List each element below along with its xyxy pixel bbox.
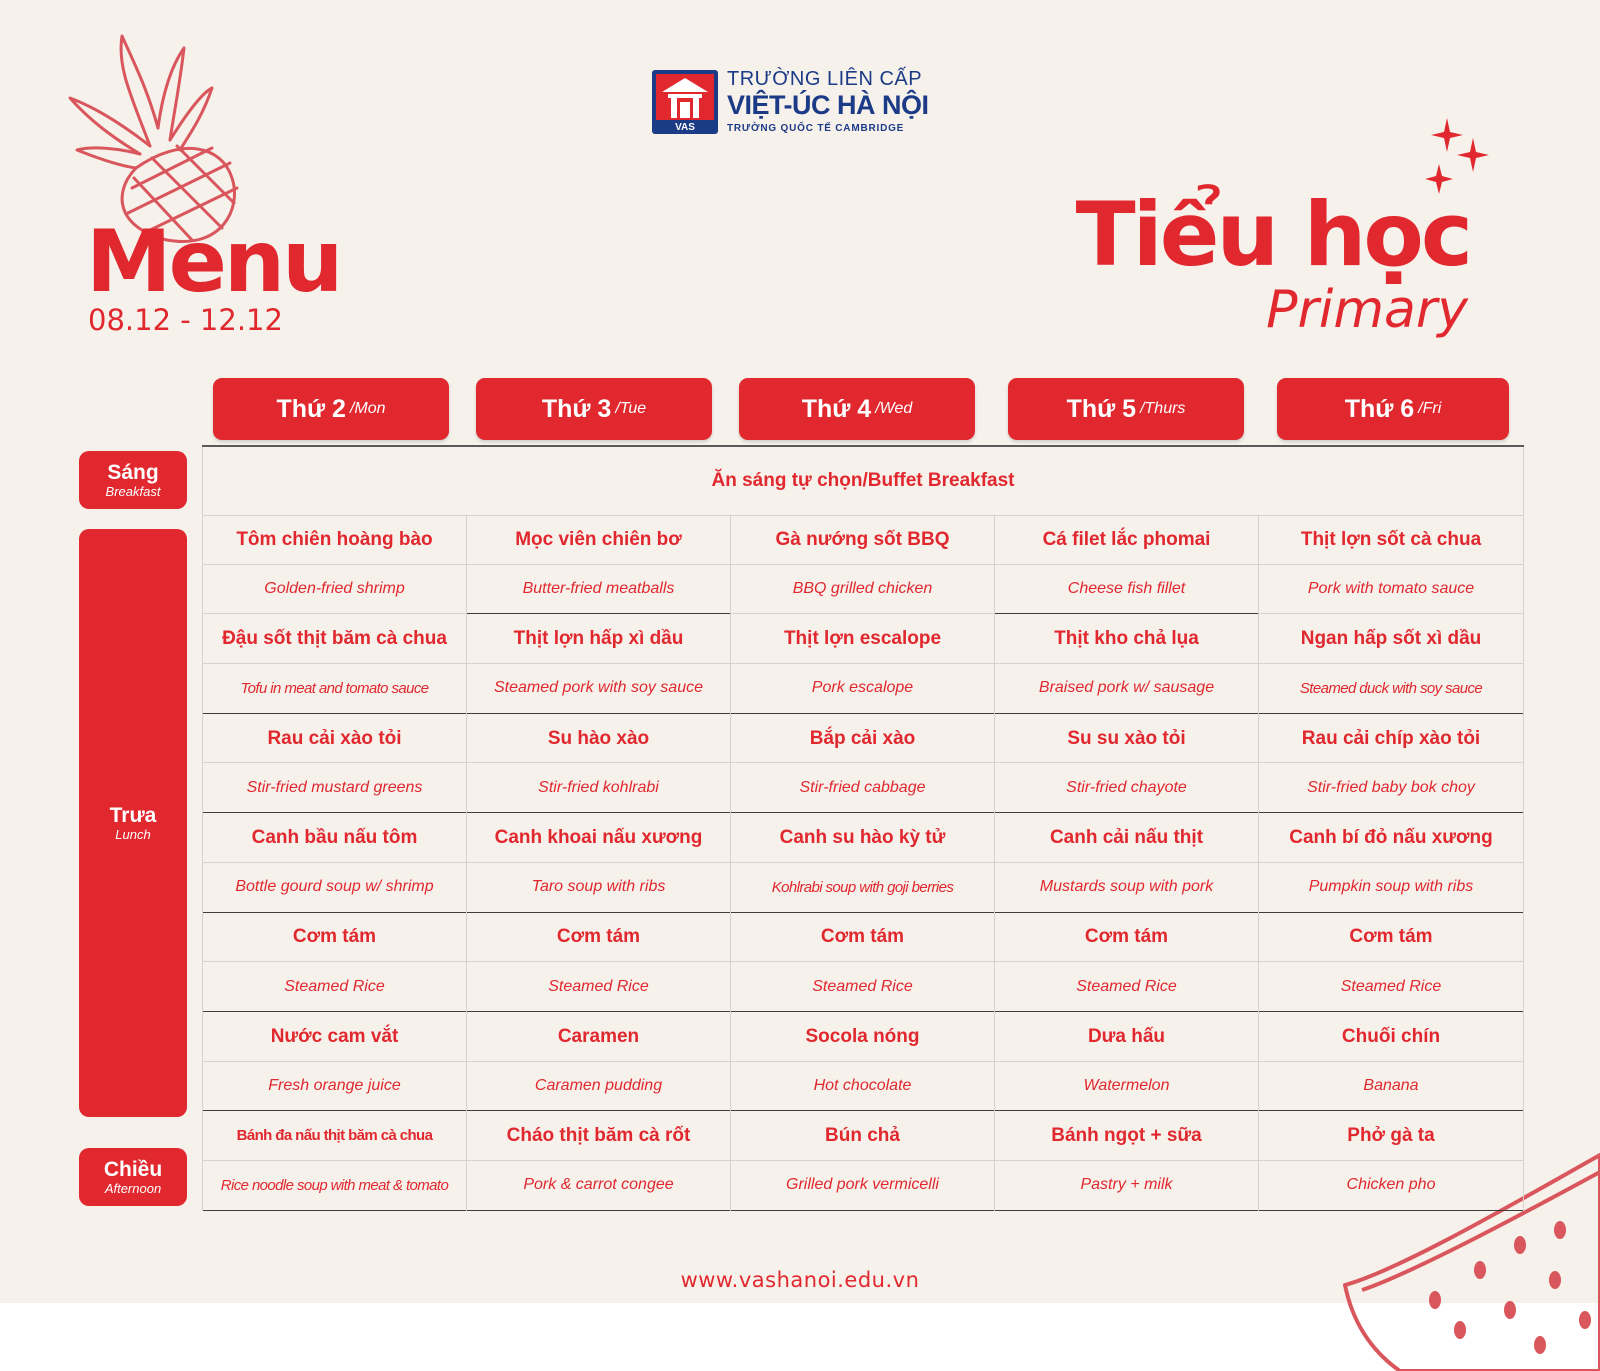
dish-name-en: BBQ grilled chicken bbox=[731, 565, 994, 615]
dish-name-en: Pork & carrot congee bbox=[467, 1161, 730, 1211]
dish-name-vn: Đậu sốt thịt băm cà chua bbox=[203, 614, 466, 664]
level-title-vn: Tiểu học bbox=[1075, 183, 1470, 286]
day-header-tue bbox=[476, 378, 712, 440]
day-label-en: /Wed bbox=[875, 400, 913, 417]
dish-name-vn: Mọc viên chiên bơ bbox=[467, 515, 730, 565]
dish-name-en: Pastry + milk bbox=[995, 1161, 1258, 1211]
logo-line1: TRƯỜNG LIÊN CẤP bbox=[727, 68, 923, 90]
logo-line2: VIỆT-ÚC HÀ NỘI bbox=[727, 90, 929, 120]
dish-name-vn: Ngan hấp sốt xì dầu bbox=[1259, 614, 1523, 664]
dish-name-vn: Canh su hào kỳ tử bbox=[731, 813, 994, 863]
dish-name-vn: Tôm chiên hoàng bào bbox=[203, 515, 466, 565]
dish-name-en: Fresh orange juice bbox=[203, 1062, 466, 1112]
dish-name-en: Taro soup with ribs bbox=[467, 863, 730, 913]
menu-column-wed bbox=[731, 515, 995, 1211]
day-label-en: /Fri bbox=[1418, 400, 1442, 417]
dish-name-en: Stir-fried kohlrabi bbox=[467, 763, 730, 813]
dish-name-en: Steamed pork with soy sauce bbox=[467, 664, 730, 714]
dish-name-en: Braised pork w/ sausage bbox=[995, 664, 1258, 714]
dish-name-en: Caramen pudding bbox=[467, 1062, 730, 1112]
dish-name-vn: Phở gà ta bbox=[1259, 1111, 1523, 1161]
day-label-vn: Thứ 2 bbox=[276, 394, 346, 423]
dish-name-vn: Canh bầu nấu tôm bbox=[203, 813, 466, 863]
dish-name-en: Chicken pho bbox=[1259, 1161, 1523, 1211]
dish-name-en: Rice noodle soup with meat & tomato bbox=[203, 1161, 466, 1211]
dish-name-en: Tofu in meat and tomato sauce bbox=[203, 664, 466, 714]
table-top-border bbox=[202, 445, 1524, 447]
dish-name-vn: Nước cam vắt bbox=[203, 1012, 466, 1062]
day-label-vn: Thứ 5 bbox=[1066, 394, 1137, 423]
dish-name-en: Steamed Rice bbox=[203, 962, 466, 1012]
dish-name-vn: Cơm tám bbox=[203, 913, 466, 963]
dish-name-vn: Thịt lợn sốt cà chua bbox=[1259, 515, 1523, 565]
dish-name-vn: Bánh ngọt + sữa bbox=[995, 1111, 1258, 1161]
logo-badge: VAS bbox=[675, 122, 695, 133]
dish-name-vn: Chuối chín bbox=[1259, 1012, 1523, 1062]
meal-label-en: Lunch bbox=[115, 826, 151, 842]
dish-name-en: Grilled pork vermicelli bbox=[731, 1161, 994, 1211]
meal-label-vn: Trưa bbox=[109, 803, 157, 827]
dish-name-vn: Rau cải chíp xào tỏi bbox=[1259, 714, 1523, 764]
dish-name-vn: Thịt lợn hấp xì dầu bbox=[467, 614, 730, 664]
dish-name-en: Steamed Rice bbox=[1259, 962, 1523, 1012]
day-label-en: /Tue bbox=[615, 400, 647, 417]
day-label-vn: Thứ 3 bbox=[541, 394, 612, 423]
dish-name-vn: Thịt kho chả lụa bbox=[995, 614, 1258, 664]
meal-label-en: Breakfast bbox=[105, 483, 161, 499]
logo-line3: TRƯỜNG QUỐC TẾ CAMBRIDGE bbox=[727, 123, 905, 134]
dish-name-en: Butter-fried meatballs bbox=[467, 565, 730, 615]
day-label-en: /Mon bbox=[349, 400, 386, 417]
dish-name-vn: Cơm tám bbox=[467, 913, 730, 963]
dish-name-en: Steamed Rice bbox=[467, 962, 730, 1012]
menu-columns bbox=[203, 515, 1523, 1211]
dish-name-en: Bottle gourd soup w/ shrimp bbox=[203, 863, 466, 913]
website-url: www.vashanoi.edu.vn bbox=[680, 1268, 920, 1292]
dish-name-vn: Su su xào tỏi bbox=[995, 714, 1258, 764]
meal-label-lunch bbox=[79, 529, 187, 1117]
meal-label-en: Afternoon bbox=[104, 1180, 162, 1196]
dish-name-en: Stir-fried chayote bbox=[995, 763, 1258, 813]
dish-name-en: Cheese fish fillet bbox=[995, 565, 1258, 615]
day-header-thu bbox=[1008, 378, 1244, 440]
dish-name-en: Golden-fried shrimp bbox=[203, 565, 466, 615]
dish-name-vn: Cơm tám bbox=[1259, 913, 1523, 963]
menu-column-mon bbox=[203, 515, 467, 1211]
day-label-vn: Thứ 6 bbox=[1344, 394, 1415, 423]
meal-label-afternoon bbox=[79, 1148, 187, 1206]
dish-name-en: Steamed Rice bbox=[731, 962, 994, 1012]
dish-name-en: Watermelon bbox=[995, 1062, 1258, 1112]
menu-date-range: 08.12 - 12.12 bbox=[88, 303, 283, 337]
dish-name-en: Mustards soup with pork bbox=[995, 863, 1258, 913]
day-header-fri bbox=[1277, 378, 1509, 440]
dish-name-vn: Cá filet lắc phomai bbox=[995, 515, 1258, 565]
dish-name-vn: Caramen bbox=[467, 1012, 730, 1062]
school-logo bbox=[652, 68, 929, 136]
dish-name-vn: Bắp cải xào bbox=[731, 714, 994, 764]
menu-column-thu bbox=[995, 515, 1259, 1211]
dish-name-vn: Dưa hấu bbox=[995, 1012, 1258, 1062]
dish-name-vn: Rau cải xào tỏi bbox=[203, 714, 466, 764]
dish-name-vn: Bún chả bbox=[731, 1111, 994, 1161]
dish-name-en: Kohlrabi soup with goji berries bbox=[731, 863, 994, 913]
day-label-en: /Thurs bbox=[1140, 400, 1186, 417]
school-emblem-icon bbox=[652, 70, 718, 134]
menu-column-fri bbox=[1259, 515, 1523, 1211]
day-label-vn: Thứ 4 bbox=[801, 394, 872, 423]
dish-name-vn: Canh khoai nấu xương bbox=[467, 813, 730, 863]
dish-name-en: Pork with tomato sauce bbox=[1259, 565, 1523, 615]
meal-label-breakfast bbox=[79, 451, 187, 509]
breakfast-row: Ăn sáng tự chọn/Buffet Breakfast bbox=[203, 447, 1523, 516]
level-title-en: Primary bbox=[1266, 280, 1468, 340]
dish-name-vn: Cháo thịt băm cà rốt bbox=[467, 1111, 730, 1161]
dish-name-vn: Canh cải nấu thịt bbox=[995, 813, 1258, 863]
dish-name-vn: Socola nóng bbox=[731, 1012, 994, 1062]
dish-name-vn: Bánh đa nấu thịt băm cà chua bbox=[203, 1111, 466, 1161]
dish-name-vn: Canh bí đỏ nấu xương bbox=[1259, 813, 1523, 863]
dish-name-vn: Su hào xào bbox=[467, 714, 730, 764]
dish-name-en: Pork escalope bbox=[731, 664, 994, 714]
menu-title: Menu bbox=[86, 212, 341, 312]
dish-name-vn: Thịt lợn escalope bbox=[731, 614, 994, 664]
dish-name-en: Stir-fried baby bok choy bbox=[1259, 763, 1523, 813]
dish-name-en: Steamed duck with soy sauce bbox=[1259, 664, 1523, 714]
menu-column-tue bbox=[467, 515, 731, 1211]
dish-name-en: Steamed Rice bbox=[995, 962, 1258, 1012]
meal-label-vn: Sáng bbox=[107, 460, 159, 484]
day-header-mon bbox=[213, 378, 449, 440]
dish-name-en: Hot chocolate bbox=[731, 1062, 994, 1112]
dish-name-vn: Cơm tám bbox=[731, 913, 994, 963]
dish-name-en: Pumpkin soup with ribs bbox=[1259, 863, 1523, 913]
dish-name-en: Banana bbox=[1259, 1062, 1523, 1112]
dish-name-en: Stir-fried cabbage bbox=[731, 763, 994, 813]
meal-label-vn: Chiều bbox=[103, 1157, 163, 1181]
menu-table bbox=[202, 446, 1524, 1211]
dish-name-en: Stir-fried mustard greens bbox=[203, 763, 466, 813]
dish-name-vn: Gà nướng sốt BBQ bbox=[731, 515, 994, 565]
dish-name-vn: Cơm tám bbox=[995, 913, 1258, 963]
day-header-wed bbox=[739, 378, 975, 440]
